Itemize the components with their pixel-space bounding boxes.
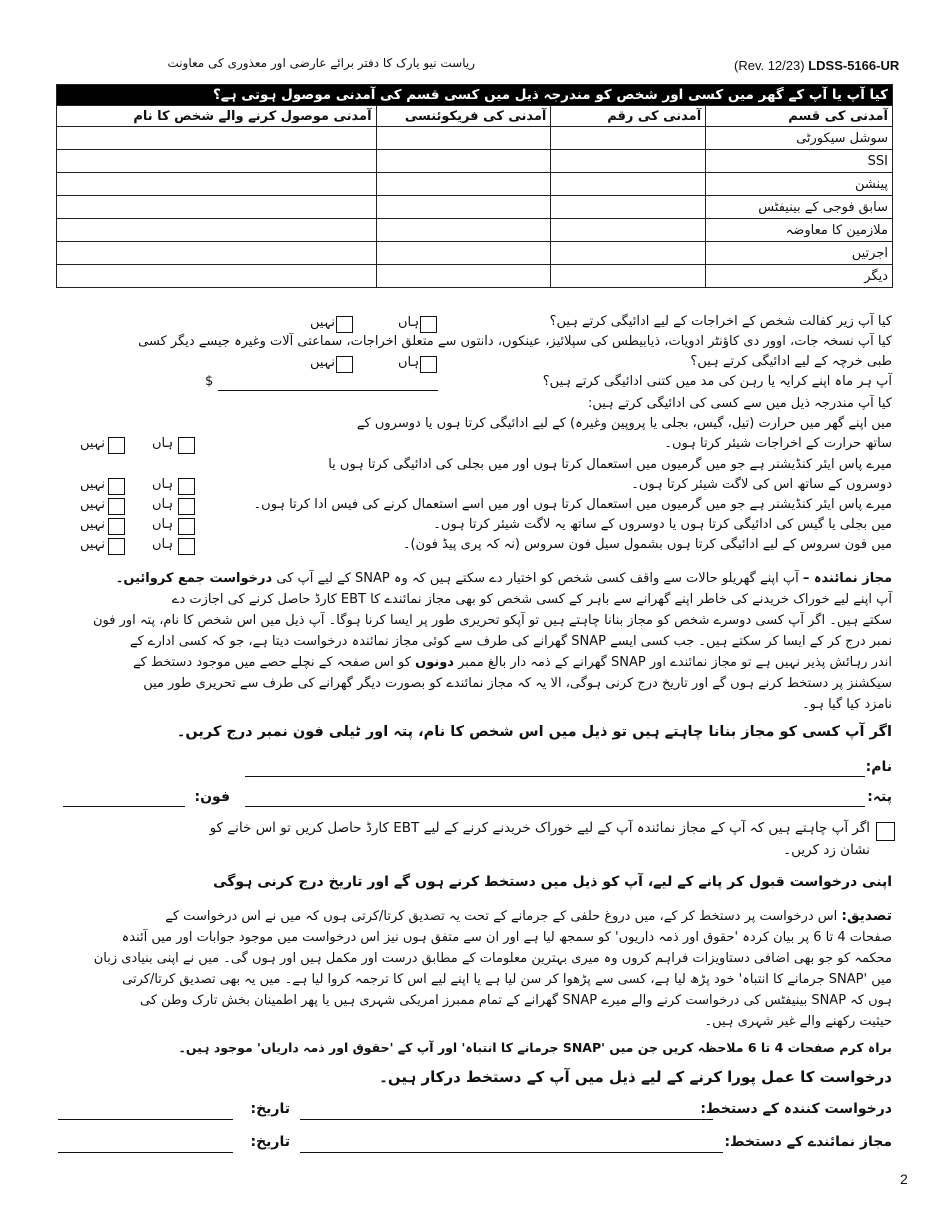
- phone-yes-checkbox[interactable]: [178, 538, 195, 555]
- certification-line: تصدیق: اس درخواست پر دستخط کر کے، میں دروغ حلفی کے جرمانے کے تحت یہ تصدیق کرتا/کرتی ہوں کہ میں نے اس درخواست کے: [165, 908, 892, 924]
- amount-cell[interactable]: [551, 196, 706, 219]
- form-id: LDSS-5166-UR: [808, 58, 900, 73]
- yes-label: ہاں: [152, 497, 174, 512]
- authorized-rep-line: سیکشنز پر دستخط کرنے ہوں گے اور تاریخ درج کرنی ہوگی، الا یہ کہ مجاز نمائندے کو بصورت دیگر گھرانے کی طرف سے تحریری طور میں: [143, 676, 892, 691]
- amount-cell[interactable]: [551, 127, 706, 150]
- table-row: [57, 196, 893, 219]
- frequency-cell[interactable]: [376, 173, 551, 196]
- no-label: نہیں: [80, 517, 106, 532]
- recipient-name-cell[interactable]: [57, 150, 377, 173]
- frequency-cell[interactable]: [376, 265, 551, 288]
- amount-cell[interactable]: [551, 173, 706, 196]
- table-row: [57, 219, 893, 242]
- yes-label: ہاں: [152, 477, 174, 492]
- yes-label: ہاں: [152, 537, 174, 552]
- authorized-rep-instruction: اگر آپ کسی کو مجاز بنانا چاہتے ہیں تو ذیل میں اس شخص کا نام، پتہ اور ٹیلی فون نمبر درج کریں۔: [176, 724, 892, 740]
- certification-title: تصدیق:: [841, 908, 892, 924]
- authorized-rep-line: نمبر درج کر کے ایسا کر سکتے ہیں۔ جب کسی ایسے SNAP گھرانے کی طرف سے کوئی مجاز نمائندہ درخواست دیتا ہے، جو کہ کسی ادارے کے: [129, 634, 892, 649]
- authorized-rep-line: آپ اپنے لیے خوراک خریدنے کی خاطر اپنے گھرانے سے باہر کے کسی شخص کو بھی مجاز نمائندے کا EBT کارڈ حاصل کرنے کی اجازت دے: [171, 592, 892, 607]
- frequency-cell[interactable]: [376, 150, 551, 173]
- rep-signature-field[interactable]: [300, 1152, 723, 1153]
- electric-line: میں بجلی یا گیس کی ادائیگی کرتا ہوں یا دوسروں کے ساتھ یہ لاگت شیئر کرتا ہوں۔: [433, 517, 892, 532]
- table-row: [57, 150, 893, 173]
- authorized-rep-line: سکتے ہیں۔ اگر آپ کسی دوسرے شخص کو مجاز بنانا چاہتے ہیں تو آپکو تحریری طور پر ایسا کرنا ہوگا۔ آپ ذیل میں اس شخص کا نام، پتہ اور فون: [93, 613, 892, 628]
- ac-no-checkbox[interactable]: [108, 478, 125, 495]
- income-type-label: اجرتیں: [706, 242, 893, 265]
- yes-label: ہاں: [152, 436, 174, 451]
- medical-yes-checkbox[interactable]: [420, 356, 437, 373]
- authorized-rep-title: مجاز نمائندہ –: [802, 571, 892, 586]
- ac-line2: دوسروں کے ساتھ اس کی لاگت شیئر کرتا ہوں۔: [631, 477, 892, 492]
- certification-line: حیثیت رکھنے والے غیر شہری ہیں۔: [704, 1014, 892, 1029]
- amount-cell[interactable]: [551, 219, 706, 242]
- ebt-card-checkbox[interactable]: [876, 822, 895, 841]
- dependent-care-question: کیا آپ زیر کفالت شخص کے اخراجات کے لیے ادائیگی کرتے ہیں؟: [549, 314, 892, 329]
- medical-question-line1: کیا آپ نسخہ جات، اوور دی کاؤنٹر ادویات، ذیابیطس کی سپلائیز، عینکوں، دانتوں سے متعلق اخراجات، سماعتی آلات وغیرہ جیسے دیگر کسی: [138, 334, 892, 349]
- income-type-label: سابق فوجی کے بینیفٹس: [706, 196, 893, 219]
- form-identifier: [734, 58, 899, 73]
- income-question: کیا آپ یا آپ کے گھر میں کسی اور شخص کو مندرجہ ذیل میں کسی قسم کی آمدنی موصول ہوتی ہے؟: [57, 85, 893, 106]
- applicant-signature-field[interactable]: [300, 1119, 713, 1120]
- income-type-label: SSI: [706, 150, 893, 173]
- recipient-name-cell[interactable]: [57, 196, 377, 219]
- signature-heading: اپنی درخواست قبول کر پانے کے لیے، آپ کو ذیل میں دستخط کرنے ہوں گے اور تاریخ درج کرنی ہوگی: [213, 874, 892, 890]
- no-label: نہیں: [80, 477, 106, 492]
- table-row: [57, 127, 893, 150]
- certification-line: ہوں کہ SNAP بینیفٹس کی درخواست کرنے والے میرے SNAP گھرانے کے تمام ممبرز امریکی شہری ہیں یا پھر اطمینان بخش تارک وطن کی: [140, 993, 892, 1008]
- dependent-care-yes-checkbox[interactable]: [420, 316, 437, 333]
- col-amount: آمدنی کی رقم: [551, 106, 706, 127]
- rep-signature-label: مجاز نمائندے کے دستخط:: [724, 1134, 892, 1150]
- applicant-signature-label: درخواست کنندہ کے دستخط:: [700, 1101, 892, 1117]
- phone-no-checkbox[interactable]: [108, 538, 125, 555]
- page-number: 2: [900, 1171, 908, 1187]
- ebt-card-line1: اگر آپ چاہتے ہیں کہ آپ کے مجاز نمائندہ آپ کے لیے خوراک خریدنے کرنے کے لیے EBT کارڈ حاصل کریں تو اس خانے کو: [209, 820, 870, 836]
- ac-fee-no-checkbox[interactable]: [108, 498, 125, 515]
- rent-question: آپ ہر ماہ اپنے کرایہ یا رہن کی مد میں کتنی ادائیگی کرتے ہیں؟: [542, 374, 892, 389]
- income-type-label: ملازمین کا معاوضہ: [706, 219, 893, 242]
- form-revision: (Rev. 12/23): [734, 58, 805, 73]
- no-label: نہیں: [80, 537, 106, 552]
- dollar-sign: $: [205, 374, 214, 389]
- ac-fee-line: میرے پاس ایئر کنڈیشنر ہے جو میں گرمیوں میں استعمال کرتا ہوں اور میں اسے استعمال کرنے کی فیس ادا کرتا ہوں۔: [253, 497, 892, 512]
- col-recipient-name: آمدنی موصول کرنے والے شخص کا نام: [57, 106, 377, 127]
- authorized-rep-line: نامزد کیا گیا ہو۔: [802, 697, 892, 712]
- rep-address-field[interactable]: [245, 806, 865, 807]
- heat-no-checkbox[interactable]: [108, 437, 125, 454]
- table-row: [57, 242, 893, 265]
- medical-no-checkbox[interactable]: [336, 356, 353, 373]
- electric-no-checkbox[interactable]: [108, 518, 125, 535]
- frequency-cell[interactable]: [376, 219, 551, 242]
- income-type-label: پینشن: [706, 173, 893, 196]
- frequency-cell[interactable]: [376, 196, 551, 219]
- no-label: نہیں: [80, 436, 106, 451]
- income-type-label: سوشل سیکورٹی: [706, 127, 893, 150]
- frequency-cell[interactable]: [376, 127, 551, 150]
- certification-line: میں 'SNAP جرمانے کا انتباہ' خود پڑھ لیا ہے، کسی سے پڑھوا کر سن لیا ہے یا اپنے لیے اس کا ترجمہ کروا لیا ہے۔ میں یہ بھی تصدیق کرتا/کرتی: [122, 972, 892, 987]
- recipient-name-cell[interactable]: [57, 127, 377, 150]
- authorized-rep-paragraph: [60, 568, 892, 715]
- rep-name-field[interactable]: [245, 776, 865, 777]
- phone-label: فون:: [194, 789, 230, 805]
- ebt-card-line2: نشان زد کریں۔: [783, 842, 870, 858]
- dependent-care-no-checkbox[interactable]: [336, 316, 353, 333]
- signature-required: درخواست کا عمل پورا کرنے کے لیے ذیل میں آپ کے دستخط درکار ہیں۔: [379, 1068, 892, 1086]
- col-frequency: آمدنی کی فریکوئنسی: [376, 106, 551, 127]
- yes-label: ہاں: [398, 355, 420, 370]
- date-label: تاریخ:: [250, 1101, 290, 1117]
- heat-yes-checkbox[interactable]: [178, 437, 195, 454]
- penalty-note: براہ کرم صفحات 4 تا 6 ملاحظہ کریں جن میں 'SNAP جرمانے کا انتباہ' اور آپ کے 'حقوق اور ذمہ داریاں' موجود ہیں۔: [178, 1040, 892, 1055]
- ac-fee-yes-checkbox[interactable]: [178, 498, 195, 515]
- table-row: [57, 173, 893, 196]
- amount-cell[interactable]: [551, 242, 706, 265]
- no-label: نہیں: [310, 315, 336, 330]
- medical-question-line2: طبی خرچہ کے لیے ادائیگی کرتے ہیں؟: [690, 354, 892, 369]
- yes-label: ہاں: [398, 315, 420, 330]
- ac-yes-checkbox[interactable]: [178, 478, 195, 495]
- income-type-label: دیگر: [706, 265, 893, 288]
- table-row: [57, 265, 893, 288]
- agency-name: ریاست نیو یارک کا دفتر برائے عارضی اور معذوری کی معاونت: [167, 56, 475, 70]
- amount-cell[interactable]: [551, 265, 706, 288]
- no-label: نہیں: [310, 355, 336, 370]
- rep-date-field[interactable]: [58, 1152, 233, 1153]
- phone-line: میں فون سروس کے لیے ادائیگی کرتا ہوں بشمول سیل فون سروس (نہ کہ پری پیڈ فون)۔: [402, 537, 892, 552]
- applicant-date-field[interactable]: [58, 1119, 233, 1120]
- recipient-name-cell[interactable]: [57, 219, 377, 242]
- date-label: تاریخ:: [250, 1134, 290, 1150]
- utilities-question: کیا آپ مندرجہ ذیل میں سے کسی کی ادائیگی کرتے ہیں:: [587, 396, 892, 411]
- authorized-rep-line: اندر رہائش پذیر نہیں ہے تو مجاز نمائندے اور SNAP گھرانے کے ذمہ دار بالغ ممبر دونوں کو اس صفحہ کے نچلے حصے میں موجود دستخط کے: [132, 655, 892, 670]
- authorized-rep-line: مجاز نمائندہ – آپ اپنے گھریلو حالات سے واقف کسی شخص کو اختیار دے سکتے ہیں کہ وہ SNAP کے لیے آپ کی درخواست جمع کروائیں۔: [115, 571, 892, 586]
- certification-line: صفحات 4 تا 6 پر بیان کردہ 'حقوق اور ذمہ داریوں' کو سمجھ لیا ہے اور ان سے متفق ہوں نیز اس درخواست میں موجود جوابات اور میں آئندہ: [121, 930, 892, 945]
- certification-paragraph: [62, 906, 892, 1032]
- col-income-type: آمدنی کی قسم: [706, 106, 893, 127]
- rep-phone-field[interactable]: [63, 806, 185, 807]
- address-label: پتہ:: [867, 789, 892, 805]
- electric-yes-checkbox[interactable]: [178, 518, 195, 535]
- certification-line: محکمہ کو جو بھی اضافی دستاویزات فراہم کروں وہ میری بہترین معلومات کے مطابق درست اور مکمل ہیں اور ہوں گی۔ میں نے اپنی بنیادی زبان: [93, 951, 892, 966]
- no-label: نہیں: [80, 497, 106, 512]
- recipient-name-cell[interactable]: [57, 242, 377, 265]
- frequency-cell[interactable]: [376, 242, 551, 265]
- name-label: نام:: [865, 759, 892, 775]
- recipient-name-cell[interactable]: [57, 265, 377, 288]
- heat-line2: ساتھ حرارت کے اخراجات شیئر کرتا ہوں۔: [664, 436, 892, 451]
- amount-cell[interactable]: [551, 150, 706, 173]
- rent-amount-field[interactable]: [218, 390, 438, 391]
- yes-label: ہاں: [152, 517, 174, 532]
- recipient-name-cell[interactable]: [57, 173, 377, 196]
- income-table: [56, 84, 893, 288]
- heat-line1: میں اپنے گھر میں حرارت (تیل، گیس، بجلی یا پروپین وغیرہ) کے لیے ادائیگی کرتا ہوں یا دوسروں کے: [356, 416, 892, 431]
- ac-line1: میرے پاس ایئر کنڈیشنر ہے جو میں گرمیوں میں استعمال کرتا ہوں اور میں بجلی کی ادائیگی کرتا ہوں یا: [328, 457, 892, 472]
